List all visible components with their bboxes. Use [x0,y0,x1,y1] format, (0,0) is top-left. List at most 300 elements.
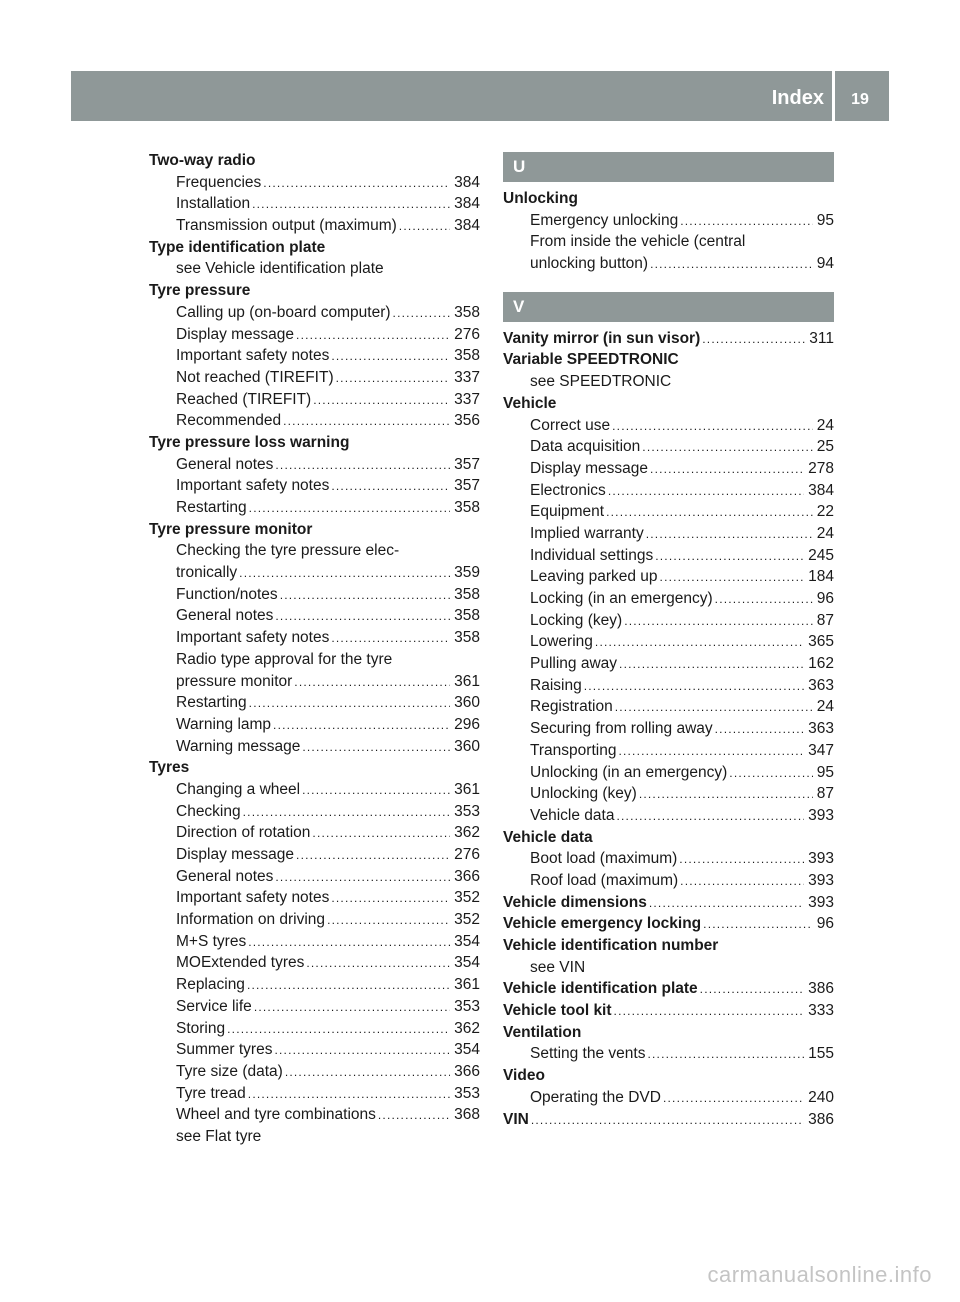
leader-dots [606,502,813,523]
index-subentry [149,345,480,367]
entry-label: Transmission output (maximum) [176,217,397,235]
index-subentry [149,779,480,801]
leader-dots [715,719,804,740]
leader-dots [331,346,450,367]
entry-label: Registration [530,698,613,716]
entry-page-number: 361 [454,976,480,994]
entry-page-number: 393 [808,893,834,911]
entry-page-number: 25 [816,438,834,456]
index-subentry [149,193,480,215]
index-subentry [149,367,480,389]
entry-label: Unlocking (key) [530,785,637,803]
leader-dots [302,780,450,801]
entry-label: unlocking button) [530,255,649,273]
index-subentry [149,671,480,693]
entry-label: Wheel and tyre combinations [176,1106,376,1124]
index-subentry [503,545,834,567]
entry-label: Vehicle dimensions [503,893,647,911]
entry-page-number: 24 [816,416,834,434]
entry-label: Changing a wheel [176,780,301,798]
leader-dots [393,303,451,324]
entry-label: Two-way radio [149,152,256,169]
entry-label: Restarting [176,499,247,516]
index-subentry [503,210,834,232]
page-title: Index [771,87,824,109]
entry-page-number: 352 [454,911,480,929]
entry-page-number: 366 [454,867,480,885]
leader-dots [646,524,813,545]
index-subentry [503,957,834,979]
index-subentry [149,974,480,996]
entry-label: Reached (TIREFIT) [176,390,312,408]
leader-dots [280,585,450,606]
entry-label: Tyre pressure loss warning [149,433,350,451]
entry-label: Service life [176,997,252,1015]
index-subentry [149,887,480,909]
entry-page-number: 240 [808,1088,834,1106]
entry-label: pressure monitor [176,672,293,690]
index-subentry [149,584,480,606]
index-subentry [149,931,480,953]
entry-page-number: 354 [454,1041,480,1059]
index-subentry [149,1083,480,1105]
index-subentry [149,172,480,194]
entry-label: Important safety notes [176,889,330,907]
index-subentry [149,844,480,866]
entry-label: Summer tyres [176,1041,273,1059]
section-letter-v: V [503,292,834,322]
index-subentry [149,1061,480,1083]
leader-dots [302,737,450,758]
index-subentry [149,1018,480,1040]
entry-label: Leaving parked up [530,568,658,586]
entry-page-number: 352 [454,889,480,907]
leader-dots [312,823,450,844]
entry-label: Raising [530,676,582,694]
entry-label: Checking [176,802,241,820]
index-subentry [503,1043,834,1065]
entry-label: Emergency unlocking [530,211,679,229]
entry-label: Tyre size (data) [176,1062,283,1080]
entry-label: Electronics [530,481,606,499]
header-separator [832,71,835,121]
entry-label: Tyre tread [176,1084,246,1102]
entry-page-number: 362 [454,1019,480,1037]
entry-label: From inside the vehicle (central [530,233,746,251]
entry-label: Warning lamp [176,715,272,733]
leader-dots [700,979,804,1000]
entry-label: Locking (key) [530,611,623,629]
entry-page-number: 96 [816,590,834,607]
index-subentry [503,610,834,632]
entry-page-number: 96 [816,915,834,933]
entry-page-number: 358 [454,303,480,321]
entry-label: Information on driving [176,911,326,929]
index-subentry [503,870,834,892]
entry-page-number: 276 [454,325,480,343]
index-subentry [503,631,834,653]
leader-dots [331,628,450,649]
leader-dots [249,693,450,714]
entry-page-number: 95 [816,763,834,781]
index-subentry [503,415,834,437]
entry-label: Storing [176,1019,226,1037]
entry-label: General notes [176,607,274,625]
leader-dots [660,567,805,588]
leader-dots [275,867,450,888]
leader-dots [650,254,813,275]
index-subentry [503,1087,834,1109]
index-subentry [503,675,834,697]
index-subentry [149,909,480,931]
leader-dots [275,606,450,627]
index-subentry [503,696,834,718]
entry-page-number: 276 [454,846,480,863]
entry-label: Replacing [176,976,245,994]
entry-label: Ventilation [503,1023,582,1041]
index-subentry [503,458,834,480]
entry-label: Restarting [176,694,247,712]
entry-page-number: 353 [454,1084,480,1102]
entry-label: Vehicle identification number [503,937,719,954]
entry-label: VIN [503,1110,529,1128]
index-subentry [503,805,834,827]
entry-page-number: 311 [809,329,834,347]
index-subentry [503,718,834,740]
entry-page-number: 94 [816,255,834,273]
index-subentry [149,1126,480,1148]
index-subentry [149,952,480,974]
entry-label: Direction of rotation [176,824,311,842]
entry-label: Lowering [530,633,593,651]
entry-label: Type identification plate [149,238,326,256]
index-entry [503,892,834,914]
entry-label: Variable SPEEDTRONIC [503,351,679,369]
entry-label: Locking (in an emergency) [530,590,713,607]
entry-label: Calling up (on-board computer) [176,303,391,321]
leader-dots [655,546,804,567]
index-subentry [503,588,834,610]
entry-page-number: 353 [454,802,480,820]
leader-dots [680,211,813,232]
leader-dots [614,1001,805,1022]
leader-dots [729,763,812,784]
section-letter-u: U [503,152,834,182]
index-subentry [149,258,480,280]
entry-page-number: 360 [454,694,480,712]
index-subentry [149,389,480,411]
entry-label: Vehicle [503,394,557,412]
entry-label: General notes [176,455,274,473]
leader-dots [283,411,450,432]
leader-dots [531,1110,804,1131]
entry-page-number: 347 [808,741,834,759]
entry-label: Frequencies [176,173,262,191]
entry-page-number: 22 [816,503,834,521]
leader-dots [679,849,804,870]
entry-label: Warning message [176,737,301,755]
leader-dots [239,563,450,584]
entry-label: Correct use [530,416,611,434]
leader-dots [624,611,813,632]
leader-dots [703,914,813,935]
index-entry [503,1065,834,1087]
entry-label: Securing from rolling away [530,720,713,738]
leader-dots [227,1019,450,1040]
leader-dots [263,173,450,194]
index-subentry [149,1039,480,1061]
index-entry [503,349,834,371]
index-subentry [503,783,834,805]
leader-dots [247,975,450,996]
entry-page-number: 358 [454,607,480,625]
entry-page-number: 354 [454,954,480,972]
index-subentry [503,436,834,458]
entry-page-number: 356 [454,412,480,430]
entry-label: see VIN [530,958,586,976]
leader-dots [285,1062,450,1083]
entry-label: Checking the tyre pressure elec- [176,542,400,560]
entry-page-number: 24 [816,698,834,716]
index-entry [503,1000,834,1022]
index-entry [149,150,480,172]
entry-label: see Vehicle identification plate [176,260,384,278]
entry-label: Equipment [530,503,605,521]
entry-page-number: 358 [454,629,480,647]
index-subentry [149,497,480,519]
entry-page-number: 354 [454,932,480,950]
entry-page-number: 95 [816,211,834,229]
index-subentry [503,231,834,253]
index-entry [149,280,480,302]
leader-dots [616,806,804,827]
page-number: 19 [851,91,869,108]
index-entry [503,328,834,350]
entry-label: Individual settings [530,546,654,564]
leader-dots [248,1084,450,1105]
entry-label: Vanity mirror (in sun visor) [503,329,701,347]
leader-dots [313,390,450,411]
entry-label: Display message [530,459,649,477]
leader-dots [274,1040,450,1061]
leader-dots [642,437,812,458]
index-subentry [149,801,480,823]
index-subentry [149,627,480,649]
entry-label: Transporting [530,741,617,759]
entry-label: Display message [176,325,295,343]
entry-page-number: 162 [808,655,834,673]
index-subentry [149,215,480,237]
leader-dots [680,871,804,892]
entry-label: MOExtended tyres [176,954,305,972]
entry-page-number: 357 [454,455,480,473]
entry-label: Vehicle data [503,828,593,846]
entry-page-number: 333 [808,1002,834,1020]
entry-page-number: 24 [816,524,834,542]
entry-label: Unlocking (in an emergency) [530,763,728,781]
index-subentry [503,740,834,762]
leader-dots [243,802,451,823]
leader-dots [306,953,450,974]
leader-dots [618,741,804,762]
index-subentry [149,605,480,627]
index-subentry [149,649,480,671]
entry-page-number: 353 [454,997,480,1015]
entry-label: Video [503,1067,545,1085]
entry-page-number: 393 [808,871,834,889]
leader-dots [639,784,813,805]
index-entry [149,432,480,454]
leader-dots [296,845,450,866]
entry-page-number: 359 [454,564,480,582]
entry-page-number: 357 [454,477,480,495]
index-subentry [503,653,834,675]
index-column-right [503,150,834,1130]
entry-label: Unlocking [503,190,578,207]
entry-label: M+S tyres [176,932,247,950]
index-entry [503,978,834,1000]
entry-label: Roof load (maximum) [530,871,679,889]
entry-page-number: 384 [454,195,480,213]
entry-label: Vehicle identification plate [503,980,698,998]
index-subentry [149,1104,480,1126]
leader-dots [331,476,450,497]
entry-page-number: 384 [454,173,480,191]
entry-page-number: 386 [808,1110,834,1128]
entry-label: General notes [176,867,274,885]
entry-page-number: 337 [454,368,480,386]
entry-page-number: 363 [808,720,834,738]
entry-label: see Flat tyre [176,1127,262,1145]
entry-page-number: 363 [808,676,834,694]
entry-label: Important safety notes [176,629,330,647]
entry-label: Radio type approval for the tyre [176,650,393,668]
entry-page-number: 384 [808,481,834,499]
leader-dots [608,481,804,502]
leader-dots [584,676,804,697]
entry-page-number: 87 [816,785,834,803]
entry-page-number: 393 [808,806,834,824]
entry-page-number: 360 [454,737,480,755]
index-entry [503,393,834,415]
entry-page-number: 337 [454,390,480,408]
entry-page-number: 245 [808,546,834,564]
leader-dots [296,325,450,346]
leader-dots [619,654,804,675]
index-subentry [503,480,834,502]
leader-dots [252,194,450,215]
entry-label: Recommended [176,412,282,430]
index-subentry [149,454,480,476]
index-subentry [149,562,480,584]
index-subentry [149,475,480,497]
index-subentry [503,523,834,545]
leader-dots [248,932,450,953]
entry-page-number: 87 [816,611,834,629]
index-subentry [149,996,480,1018]
index-entry [503,827,834,849]
entry-page-number: 366 [454,1062,480,1080]
entry-label: Installation [176,195,251,213]
index-subentry [149,736,480,758]
entry-label: Data acquisition [530,438,641,456]
entry-page-number: 362 [454,824,480,842]
entry-label: Tyre pressure monitor [149,520,313,538]
entry-page-number: 368 [454,1106,480,1124]
index-subentry [503,371,834,393]
entry-label: Vehicle emergency locking [503,915,702,933]
entry-label: Tyre pressure [149,282,251,300]
entry-page-number: 386 [808,980,834,998]
index-subentry [503,762,834,784]
leader-dots [273,715,450,736]
entry-label: Vehicle tool kit [503,1002,612,1020]
index-subentry [149,714,480,736]
entry-label: Operating the DVD [530,1088,661,1106]
leader-dots [331,888,450,909]
leader-dots [649,893,804,914]
index-subentry [503,848,834,870]
entry-label: Important safety notes [176,477,330,495]
leader-dots [294,672,450,693]
watermark: carmanualsonline.info [707,1262,932,1287]
index-subentry [149,866,480,888]
index-subentry [149,540,480,562]
index-column-left [149,150,480,1148]
leader-dots [650,459,804,480]
leader-dots [715,589,813,610]
index-entry [503,1109,834,1131]
entry-label: Not reached (TIREFIT) [176,368,334,386]
leader-dots [702,329,805,350]
entry-page-number: 155 [808,1045,834,1063]
index-subentry [149,692,480,714]
leader-dots [399,216,450,237]
index-subentry [149,822,480,844]
entry-label: Display message [176,846,295,863]
entry-page-number: 384 [454,217,480,235]
entry-page-number: 184 [808,568,834,586]
entry-page-number: 296 [454,715,480,733]
leader-dots [647,1044,804,1065]
entry-label: Tyres [149,759,190,777]
entry-label: Vehicle data [530,806,615,824]
leader-dots [275,455,450,476]
entry-label: Pulling away [530,655,618,673]
index-subentry [149,410,480,432]
index-subentry [503,501,834,523]
entry-page-number: 278 [808,459,834,477]
entry-label: Boot load (maximum) [530,850,678,868]
entry-label: Implied warranty [530,524,644,542]
leader-dots [663,1088,804,1109]
leader-dots [612,416,813,437]
index-entry [503,935,834,957]
index-subentry [503,253,834,275]
leader-dots [378,1105,450,1126]
entry-page-number: 358 [454,499,480,516]
entry-label: Function/notes [176,585,278,603]
index-entry [149,237,480,259]
index-subentry [503,566,834,588]
entry-label: tronically [176,564,238,582]
entry-page-number: 358 [454,347,480,365]
entry-page-number: 358 [454,585,480,603]
entry-page-number: 361 [454,780,480,798]
entry-page-number: 365 [808,633,834,651]
index-entry [503,188,834,210]
entry-label: Important safety notes [176,347,330,365]
